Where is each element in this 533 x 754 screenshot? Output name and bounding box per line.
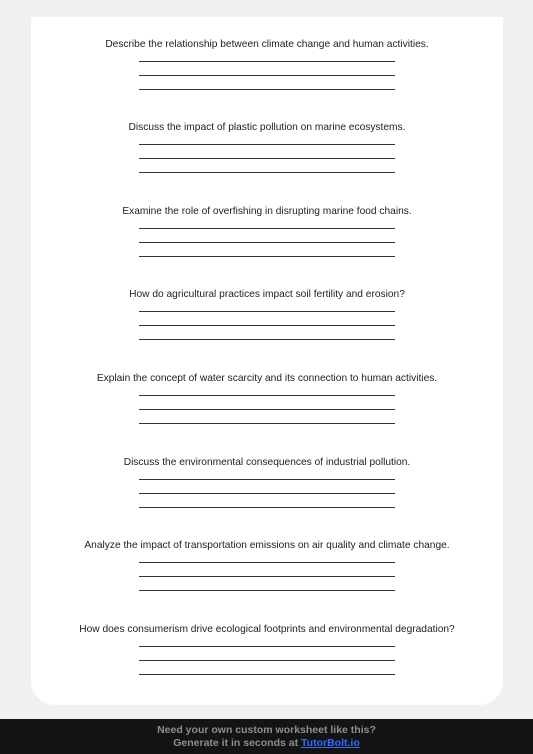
answer-line[interactable] xyxy=(139,409,395,410)
answer-line[interactable] xyxy=(139,61,395,62)
question-text: Explain the concept of water scarcity and its connection to human activities. xyxy=(96,373,438,384)
question-text: Examine the role of overfishing in disrupting marine food chains. xyxy=(122,206,412,217)
answer-line[interactable] xyxy=(139,493,395,494)
question-text: How do agricultural practices impact soil fertility and erosion? xyxy=(129,289,405,300)
worksheet-sheet xyxy=(31,17,503,705)
answer-line[interactable] xyxy=(139,144,395,145)
answer-line[interactable] xyxy=(139,325,395,326)
question-block-5 xyxy=(31,372,503,424)
answer-line[interactable] xyxy=(139,507,395,508)
answer-line[interactable] xyxy=(139,395,395,396)
question-block-6 xyxy=(31,456,503,508)
question-text: How does consumerism drive ecological footprints and environmental degradation? xyxy=(79,624,455,635)
answer-line[interactable] xyxy=(139,479,395,480)
question-block-1 xyxy=(31,38,503,90)
answer-line[interactable] xyxy=(139,339,395,340)
footer-generate-text: Generate it in seconds at xyxy=(173,737,302,749)
promo-footer xyxy=(0,719,533,754)
answer-line[interactable] xyxy=(139,75,395,76)
answer-line[interactable] xyxy=(139,660,395,661)
question-block-7 xyxy=(31,539,503,591)
question-text: Describe the relationship between climate change and human activities. xyxy=(105,39,429,50)
answer-line[interactable] xyxy=(139,89,395,90)
answer-line[interactable] xyxy=(139,646,395,647)
answer-line[interactable] xyxy=(139,172,395,173)
answer-line[interactable] xyxy=(139,242,395,243)
answer-line[interactable] xyxy=(139,158,395,159)
question-block-2 xyxy=(31,121,503,173)
answer-line[interactable] xyxy=(139,423,395,424)
answer-line[interactable] xyxy=(139,562,395,563)
tutorbolt-link[interactable]: TutorBolt.io xyxy=(301,737,360,749)
answer-line[interactable] xyxy=(139,674,395,675)
answer-line[interactable] xyxy=(139,256,395,257)
footer-cta-text: Need your own custom worksheet like this? xyxy=(157,724,376,736)
question-text: Discuss the impact of plastic pollution on marine ecosystems. xyxy=(128,122,406,133)
answer-line[interactable] xyxy=(139,228,395,229)
question-text: Discuss the environmental consequences of industrial pollution. xyxy=(123,457,411,468)
footer-generate-line xyxy=(0,737,533,750)
question-block-8 xyxy=(31,623,503,675)
question-text: Analyze the impact of transportation emissions on air quality and climate change. xyxy=(84,540,450,551)
answer-line[interactable] xyxy=(139,590,395,591)
answer-line[interactable] xyxy=(139,311,395,312)
question-block-3 xyxy=(31,205,503,257)
question-block-4 xyxy=(31,288,503,340)
answer-line[interactable] xyxy=(139,576,395,577)
